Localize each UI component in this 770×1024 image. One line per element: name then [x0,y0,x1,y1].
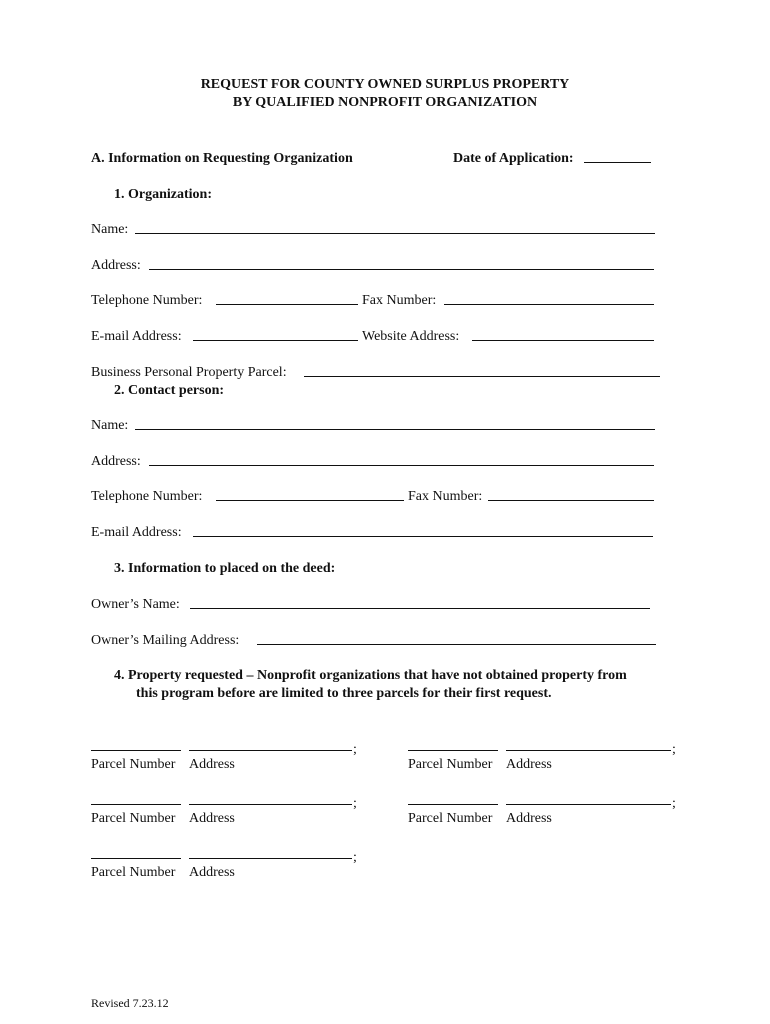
parcel-separator: ; [672,742,676,757]
contact-name-field[interactable] [135,429,655,430]
org-website-label: Website Address: [362,329,460,344]
contact-name-label: Name: [91,418,129,433]
contact-address-field[interactable] [149,465,654,466]
parcel-separator: ; [353,742,357,757]
org-name-label: Name: [91,222,129,237]
contact-fax-field[interactable] [488,500,654,501]
parcel-separator: ; [672,796,676,811]
parcel-number-field[interactable] [408,750,498,751]
contact-telephone-field[interactable] [216,500,404,501]
parcel-address-field[interactable] [189,750,352,751]
contact-fax-label: Fax Number: [408,489,483,504]
org-parcel-label: Business Personal Property Parcel: [91,365,287,380]
parcel-address-label: Address [506,757,552,772]
parcel-address-field[interactable] [189,804,352,805]
parcel-number-label: Parcel Number [408,811,493,826]
organization-heading: 1. Organization: [114,187,212,202]
org-fax-field[interactable] [444,304,654,305]
section-a-heading: A. Information on Requesting Organization [91,151,353,166]
org-address-field[interactable] [149,269,654,270]
form-title-line1: REQUEST FOR COUNTY OWNED SURPLUS PROPERTY [200,77,570,92]
parcel-number-field[interactable] [91,858,181,859]
date-of-application-label: Date of Application: [453,151,574,166]
property-heading-line1: 4. Property requested – Nonprofit organizations that have not obtained property from [114,668,627,683]
org-address-label: Address: [91,258,141,273]
parcel-address-label: Address [506,811,552,826]
parcel-number-field[interactable] [91,804,181,805]
parcel-address-label: Address [189,811,235,826]
org-telephone-field[interactable] [216,304,358,305]
owner-mailing-address-field[interactable] [257,644,656,645]
parcel-number-label: Parcel Number [91,865,176,880]
parcel-number-field[interactable] [91,750,181,751]
contact-email-field[interactable] [193,536,653,537]
contact-telephone-label: Telephone Number: [91,489,203,504]
parcel-number-field[interactable] [408,804,498,805]
parcel-address-label: Address [189,865,235,880]
owner-mailing-address-label: Owner’s Mailing Address: [91,633,240,648]
parcel-number-label: Parcel Number [408,757,493,772]
parcel-address-field[interactable] [506,750,671,751]
revision-note: Revised 7.23.12 [91,996,169,1010]
deed-heading: 3. Information to placed on the deed: [114,561,336,576]
property-heading-line2: this program before are limited to three parcels for their first request. [136,686,552,701]
org-parcel-field[interactable] [304,376,660,377]
parcel-separator: ; [353,850,357,865]
parcel-separator: ; [353,796,357,811]
org-name-field[interactable] [135,233,655,234]
org-fax-label: Fax Number: [362,293,437,308]
org-email-field[interactable] [193,340,358,341]
parcel-number-label: Parcel Number [91,811,176,826]
parcel-address-field[interactable] [189,858,352,859]
parcel-number-label: Parcel Number [91,757,176,772]
date-of-application-field[interactable] [584,162,651,163]
parcel-address-field[interactable] [506,804,671,805]
org-email-label: E-mail Address: [91,329,182,344]
org-telephone-label: Telephone Number: [91,293,203,308]
contact-address-label: Address: [91,454,141,469]
form-title-line2: BY QUALIFIED NONPROFIT ORGANIZATION [232,95,538,110]
org-website-field[interactable] [472,340,654,341]
contact-heading: 2. Contact person: [114,383,225,398]
owner-name-field[interactable] [190,608,650,609]
owner-name-label: Owner’s Name: [91,597,180,612]
contact-email-label: E-mail Address: [91,525,182,540]
parcel-address-label: Address [189,757,235,772]
